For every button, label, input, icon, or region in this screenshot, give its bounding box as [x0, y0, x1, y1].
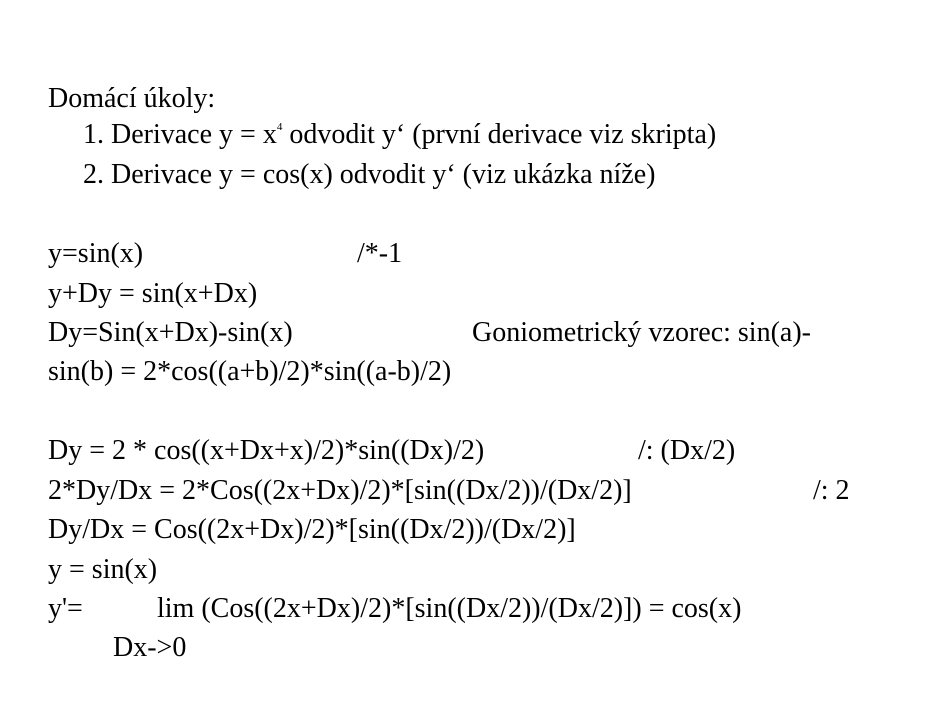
- equation-line-9-rhs: lim (Cos((2x+Dx)/2)*[sin((Dx/2))/(Dx/2)]) = cos(x): [157, 593, 742, 624]
- homework-item-1: [83, 118, 716, 152]
- homework-item-1-suffix: odvodit y‘ (první derivace viz skripta): [282, 119, 717, 150]
- equation-line-1-note: /*-1: [357, 238, 403, 269]
- equation-line-8: y = sin(x): [48, 554, 158, 585]
- equation-line-9-lhs: y'=: [48, 593, 83, 624]
- equation-line-6: 2*Dy/Dx = 2*Cos((2x+Dx)/2)*[sin((Dx/2))/(Dx/2)]: [48, 475, 632, 506]
- equation-line-5: Dy = 2 * cos((x+Dx+x)/2)*sin((Dx)/2): [48, 435, 485, 466]
- equation-line-1: y=sin(x): [48, 238, 144, 269]
- exponent-4: 4: [276, 121, 283, 133]
- equation-line-5-note: /: (Dx/2): [638, 435, 736, 466]
- equation-line-7: Dy/Dx = Cos((2x+Dx)/2)*[sin((Dx/2))/(Dx/2)]: [48, 514, 576, 545]
- homework-item-1-prefix: 1. Derivace y = x: [83, 119, 277, 150]
- equation-line-4: sin(b) = 2*cos((a+b)/2)*sin((a-b)/2): [48, 356, 452, 387]
- equation-line-6-note: /: 2: [813, 475, 850, 506]
- homework-heading: Domácí úkoly:: [48, 83, 216, 114]
- equation-line-2: y+Dy = sin(x+Dx): [48, 278, 258, 309]
- equation-line-3: Dy=Sin(x+Dx)-sin(x): [48, 317, 293, 348]
- homework-item-2: 2. Derivace y = cos(x) odvodit y‘ (viz ukázka níže): [83, 159, 656, 190]
- equation-line-3-note: Goniometrický vzorec: sin(a)-: [472, 317, 811, 348]
- limit-subscript: Dx->0: [113, 632, 187, 663]
